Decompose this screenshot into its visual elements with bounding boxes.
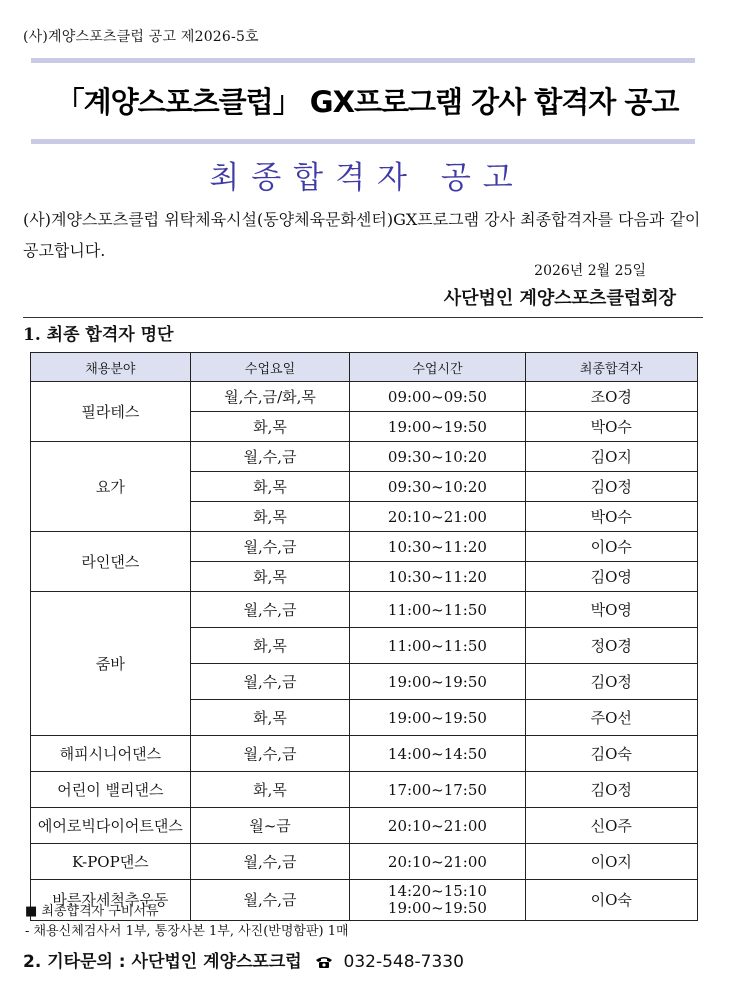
cell-days: 월,수,금 bbox=[190, 532, 350, 562]
cell-name: 김O영 bbox=[525, 562, 697, 592]
cell-name: 김O정 bbox=[525, 664, 697, 700]
table-row bbox=[31, 532, 698, 562]
cell-name: 정O경 bbox=[525, 628, 697, 664]
cell-field: 해피시니어댄스 bbox=[31, 736, 191, 772]
column-header-time: 수업시간 bbox=[350, 353, 525, 382]
cell-time: 14:00~14:50 bbox=[350, 736, 525, 772]
main-title: 「계양스포츠클럽」 GX프로그램 강사 합격자 공고 bbox=[55, 85, 679, 119]
column-header-days: 수업요일 bbox=[190, 353, 350, 382]
table-row bbox=[31, 442, 698, 472]
phone-icon bbox=[314, 954, 334, 974]
cell-field: 에어로빅다이어트댄스 bbox=[31, 808, 191, 844]
contact-label: 2. 기타문의 : 사단법인 계양스포크럽 bbox=[23, 952, 302, 972]
cell-name: 박O영 bbox=[525, 592, 697, 628]
cell-name: 박O수 bbox=[525, 502, 697, 532]
cell-time: 20:10~21:00 bbox=[350, 844, 525, 880]
cell-field: 바른자세척추운동 bbox=[31, 880, 191, 921]
announcement-date: 2026년 2월 25일 bbox=[534, 263, 646, 279]
cell-time: 20:10~21:00 bbox=[350, 808, 525, 844]
cell-time: 19:00~19:50 bbox=[350, 700, 525, 736]
table-row bbox=[31, 844, 698, 880]
cell-days: 화,목 bbox=[190, 772, 350, 808]
cell-days: 화,목 bbox=[190, 472, 350, 502]
intro-paragraph: (사)계양스포츠클럽 위탁체육시설(동양체육문화센터)GX프로그램 강사 최종합격자를 다음과 같이 공고합니다. bbox=[23, 210, 701, 260]
cell-days: 월~금 bbox=[190, 808, 350, 844]
documents-heading: ■ 최종합격자 구비서류 bbox=[25, 904, 159, 919]
cell-time: 10:30~11:20 bbox=[350, 562, 525, 592]
column-header-field: 채용분야 bbox=[31, 353, 191, 382]
cell-time-line: 19:00~19:50 bbox=[387, 899, 487, 917]
cell-days: 월,수,금 bbox=[190, 880, 350, 921]
cell-name: 조O경 bbox=[525, 382, 697, 412]
cell-days: 화,목 bbox=[190, 412, 350, 442]
sub-title: 최종합격자 공고 bbox=[209, 160, 525, 196]
cell-days: 화,목 bbox=[190, 628, 350, 664]
cell-days: 화,목 bbox=[190, 562, 350, 592]
cell-name: 이O수 bbox=[525, 532, 697, 562]
cell-field: 라인댄스 bbox=[31, 532, 191, 592]
cell-days: 월,수,금 bbox=[190, 844, 350, 880]
cell-time bbox=[350, 880, 525, 921]
table-row bbox=[31, 736, 698, 772]
cell-name: 주O선 bbox=[525, 700, 697, 736]
issuer: 사단법인 계양스포츠클럽회장 bbox=[443, 288, 676, 309]
cell-name: 김O정 bbox=[525, 772, 697, 808]
cell-name: 김O지 bbox=[525, 442, 697, 472]
cell-days: 월,수,금 bbox=[190, 442, 350, 472]
cell-days: 월,수,금 bbox=[190, 664, 350, 700]
contact-phone: 032-548-7330 bbox=[343, 952, 464, 972]
cell-name: 이O숙 bbox=[525, 880, 697, 921]
column-header-name: 최종합격자 bbox=[525, 353, 697, 382]
documents-list: - 채용신체검사서 1부, 통장사본 1부, 사진(반명함판) 1매 bbox=[25, 924, 349, 939]
roster-table bbox=[30, 352, 698, 921]
section-title-roster: 1. 최종 합격자 명단 bbox=[23, 325, 174, 345]
cell-time: 09:30~10:20 bbox=[350, 472, 525, 502]
cell-field: 요가 bbox=[31, 442, 191, 532]
cell-name: 김O정 bbox=[525, 472, 697, 502]
title-band-top bbox=[31, 58, 695, 63]
cell-time: 10:30~11:20 bbox=[350, 532, 525, 562]
cell-name: 김O숙 bbox=[525, 736, 697, 772]
cell-name: 박O수 bbox=[525, 412, 697, 442]
cell-time: 19:00~19:50 bbox=[350, 664, 525, 700]
cell-name: 신O주 bbox=[525, 808, 697, 844]
document-number: (사)계양스포츠클럽 공고 제2026-5호 bbox=[23, 29, 259, 45]
cell-days: 화,목 bbox=[190, 700, 350, 736]
table-row bbox=[31, 382, 698, 412]
cell-days: 월,수,금 bbox=[190, 736, 350, 772]
cell-time: 11:00~11:50 bbox=[350, 628, 525, 664]
cell-name: 이O지 bbox=[525, 844, 697, 880]
table-row bbox=[31, 808, 698, 844]
cell-field: K-POP댄스 bbox=[31, 844, 191, 880]
cell-field: 필라테스 bbox=[31, 382, 191, 442]
cell-field: 줌바 bbox=[31, 592, 191, 736]
cell-time: 19:00~19:50 bbox=[350, 412, 525, 442]
table-row bbox=[31, 592, 698, 628]
cell-days: 월,수,금/화,목 bbox=[190, 382, 350, 412]
cell-time: 17:00~17:50 bbox=[350, 772, 525, 808]
cell-time: 20:10~21:00 bbox=[350, 502, 525, 532]
cell-days: 화,목 bbox=[190, 502, 350, 532]
cell-days: 월,수,금 bbox=[190, 592, 350, 628]
title-band-bottom bbox=[31, 139, 695, 144]
cell-field: 어린이 밸리댄스 bbox=[31, 772, 191, 808]
contact-line bbox=[23, 947, 464, 974]
cell-time: 09:30~10:20 bbox=[350, 442, 525, 472]
cell-time-line: 14:20~15:10 bbox=[387, 882, 487, 900]
cell-time: 09:00~09:50 bbox=[350, 382, 525, 412]
divider bbox=[23, 317, 703, 318]
cell-time: 11:00~11:50 bbox=[350, 592, 525, 628]
table-header-row bbox=[31, 353, 698, 382]
table-row bbox=[31, 772, 698, 808]
